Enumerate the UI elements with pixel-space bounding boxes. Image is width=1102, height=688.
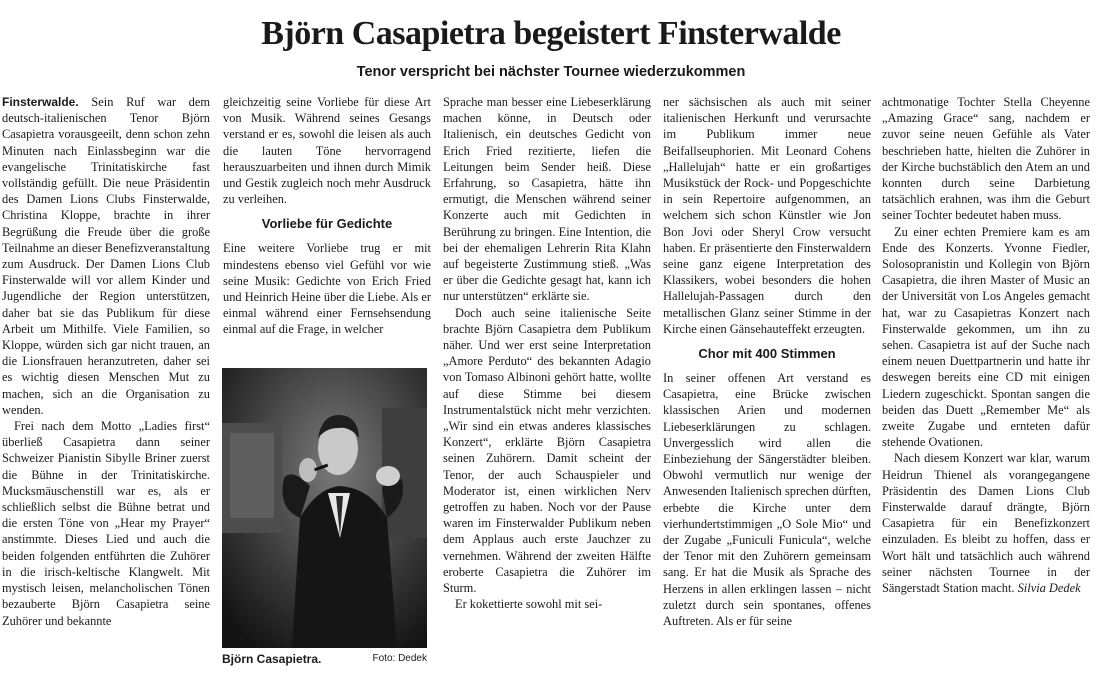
section-heading: Chor mit 400 Stimmen: [698, 346, 836, 362]
paragraph: [882, 450, 1090, 596]
paragraph: Doch auch seine italienische Seite brachte Björn Casapietra dem Publikum näher. Und wer erst seine Interpretation „Amore Perduto“ des bekannten Adagio von Tomaso Albinoni gehört hatte, wollte auf diese Stimme bei diesem Instrumentalstück nicht mehr verzichten. „Wir sind ein etwas anderes klassisches Konzert“, erklärte Björn Casapietra seinen Zuhörern. Damit scheint der Tenor, der auch Schauspieler und Moderator ist, einen wirklichen Nerv getroffen zu haben. Noch vor der Pause waren im Finsterwalder Publikum neben dem Applaus auch erste Jauchzer zu vernehmen. Während der zweiten Hälfte eroberte Casapietra die Zuhörer im Sturm.: [443, 305, 651, 596]
singer-photo-graphic: [222, 368, 427, 648]
subheadline: Tenor verspricht bei nächster Tournee wiederzukommen: [356, 64, 746, 80]
paragraph: Frei nach dem Motto „Ladies first“ überließ Casapietra dann seiner Schweizer Pianistin Sibylle Briner zuerst die Bühne in der Trinitatiskirche. Mucksmäuschenstill war es, als er schließlich selbst die Bühne betrat und die ersten Töne von „Hear my Prayer“ anstimmte. Dieses Lied und auch die beiden folgenden entführten die Zuhörer in die irisch-keltische Klangwelt. Mit mystisch leisen, melancholischen Tönen bezauberte Björn Casapietra seine Zuhörer und bekannte: [2, 419, 210, 628]
article-photo: [222, 368, 427, 648]
paragraph: ner sächsischen als auch mit seiner italienischen Herkunft und verursachte im Publikum immer neue Beifallseuphorien. Mit Leonard Cohens „Hallelujah“ hatte er ein großartiges Musikstück der Rock- und Popgeschichte in sein Repertoire aufgenommen, an welchem sich schon Künstler wie Jon Bon Jovi oder Sheryl Crow versucht haben. Er präsentierte den Finsterwaldern seine ganz eigene Interpretation des Klassikers, wobei besonders die hohen Hallelujah-Passagen durch den metallischen Glanz seiner Stimme in der Kirche einen Gänsehauteffekt erzeugten.: [663, 95, 871, 336]
paragraph: achtmonatige Tochter Stella Cheyenne „Amazing Grace“ sang, nachdem er zuvor seine neuen Gefühle als Vater beschrieben hatte, hielten die Zuhörer in der Kirche buchstäblich den Atem an und konnten durch seine Darbietung tatsächlich erahnen, was ihm die Geburt seiner Tochter bedeutet haben muss.: [882, 95, 1090, 223]
paragraph: Zu einer echten Premiere kam es am Ende des Konzerts. Yvonne Fiedler, Solosopranistin und Kollegin von Björn Casapietra, die ihren Master of Music an der Universität von Los Angeles gemacht hat, war zu Casapietras Konzert nach Finsterwalde gekommen, um ihn zu sehen. Casapietra ist auf der Suche nach einem neuen Duettpartnerin und hatte ihr deswegen bereits eine CD mit einigen Liedern zugeschickt. Spontan sangen die beiden das Duett „Remember Me“ als zweite Zugabe und ernteten dafür stehende Ovationen.: [882, 224, 1090, 450]
author-signature: Silvia Dedek: [1017, 581, 1081, 596]
photo-caption: [222, 652, 427, 670]
column-1: [2, 94, 210, 629]
paragraph: In seiner offenen Art verstand es Casapietra, eine Brücke zwischen klassischen Arien und modernen Liebeserklärungen zu schlagen. Unvergesslich wird allen die Einbeziehung der Sängerstädter bleiben. Obwohl vermutlich nur wenige der Anwesenden Italienisch sprechen dürften, erbebte die Kirche unter dem vierhundertstimmigen „O Sole Mio“ und der Zugabe „Funiculi Funicula“, welche der Tenor mit den Zuhörern gemeinsam sang. Er hat die Musik als Sprache des Herzens in allen erklingen lassen – nicht zuletzt durch sein spontanes, offenes Auftreten. Als er für seine: [663, 371, 871, 629]
paragraph: Er kokettierte sowohl mit sei-: [455, 597, 603, 612]
paragraph: gleichzeitig seine Vorliebe für diese Art von Musik. Während seines Gesangs verstand er es, sowohl die leisen als auch die lauten Töne hervorragend herauszuarbeiten und ihnen durch Mimik und Gestik zugleich noch mehr Ausdruck zu verleihen.: [223, 95, 431, 207]
paragraph: [2, 94, 210, 418]
headline: Björn Casapietra begeistert Finsterwalde: [261, 15, 841, 52]
paragraph-text: Sein Ruf war dem deutsch-italienischen Tenor Björn Casapietra vorausgeeilt, denn schon zehn Minuten nach Einlassbeginn war die evangelische Trinitatiskirche fast vollständig gefüllt. Die neue Präsidentin des Damen Lions Clubs Finsterwalde, Christina Kloppe, brachte in ihrer Begrüßung die Freude über die große Teilnahme an dieser Benefizveranstaltung zum Ausdruck. Der Damen Lions Club Finsterwalde will vor allem Kinder und Jugendliche der Region unterstützen, daher bat sie das Publikum für diese Arbeit um Mithilfe. Viele Familien, so Kloppe, würden sich gar nicht trauen, an die Lionsfrauen heranzutreten, daher sei es wichtig diesen Menschen Mut zu machen, sich an die Organisation zu wenden.: [2, 95, 210, 417]
paragraph-text: Nach diesem Konzert war klar, warum Heidrun Thienel als vorangegangene Präsidentin des Damen Lions Club Finsterwalde darauf drängte, Björn Casapietra für ein Benefizkonzert einzuladen. Es bleibt zu hoffen, dass er Wort hält und tatsächlich auch während seiner nächsten Tournee in der Sängerstadt Station macht.: [882, 451, 1090, 596]
photo-credit: Foto: Dedek: [372, 653, 427, 664]
column-3: [443, 94, 651, 613]
section-heading: Vorliebe für Gedichte: [261, 216, 393, 232]
paragraph: Eine weitere Vorliebe trug er mit mindestens ebenso viel Gefühl vor wie seine Musik: Gedichte von Erich Fried und Heinrich Heine über die Liebe. Als er einmal während einer Fernsehsendung einmal auf die Frage, in welcher: [223, 241, 431, 337]
column-2: [223, 94, 431, 338]
column-4: [663, 94, 871, 629]
column-5: [882, 94, 1090, 596]
caption-text: Björn Casapietra.: [222, 652, 322, 666]
paragraph: Sprache man besser eine Liebeserklärung machen könne, in Deutsch oder Italienisch, ein deutsches Gedicht von Erich Fried rezitierte, liefen die Leitungen beim Sender heiß. Diese Erfahrung, so Casapietra, hätte ihn ermutigt, die Menschen während seiner Konzerte auch mit Gedichten in Berührung zu bringen. Eine Intention, die bei der ehemaligen Lehrerin Rita Klahn auf begeisterte Zustimmung stieß. „Was er über die Gedichte gesagt hat, kann ich nur unterstützen“ erklärte sie.: [443, 95, 651, 304]
dateline: Finsterwalde.: [2, 95, 79, 109]
